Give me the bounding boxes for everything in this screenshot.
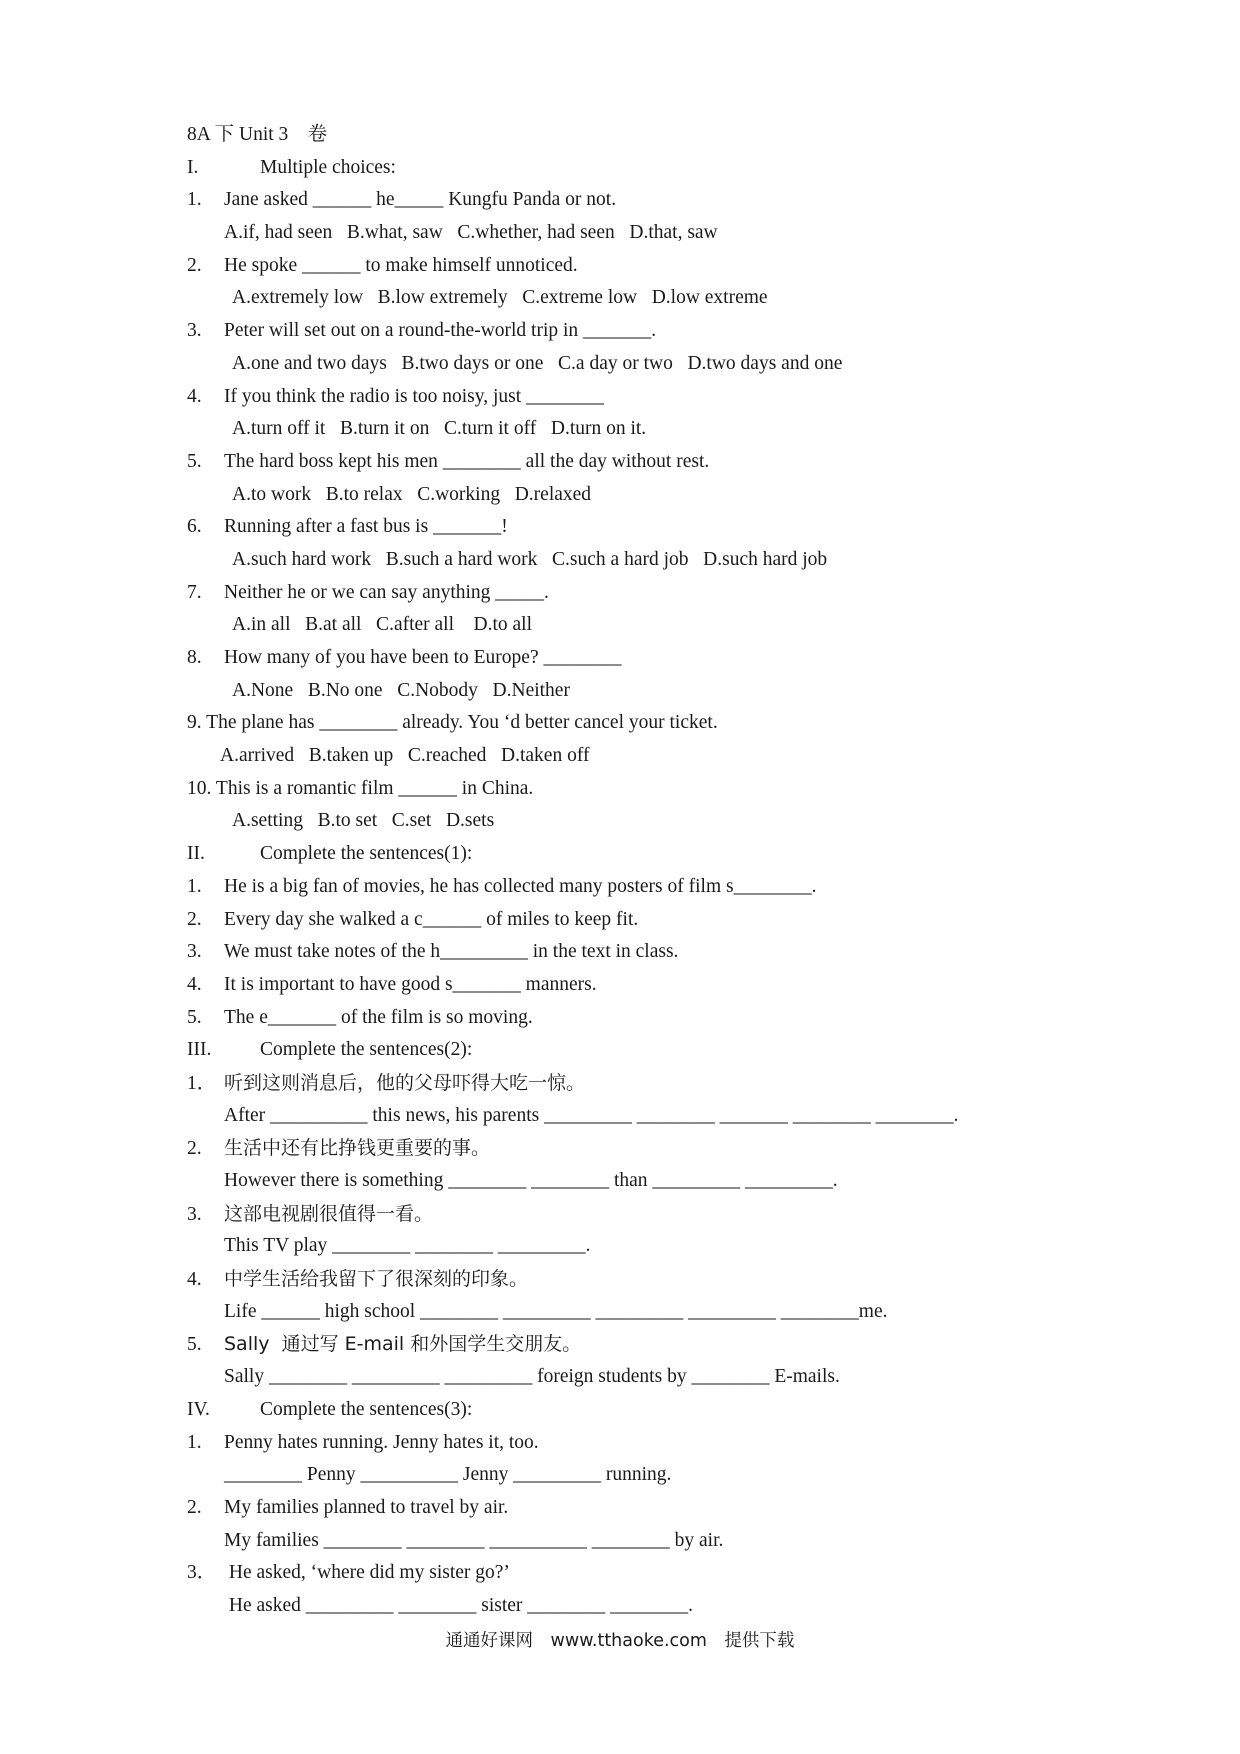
rewrite-blank-line: ________ Penny __________ Jenny _________ running. [224,1464,672,1486]
english-blank-line: Sally ________ _________ _________ foreign students by ________ E-mails. [224,1366,840,1388]
chinese-prompt: 听到这则消息后，他的父母吓得大吃一惊。 [224,1071,586,1094]
question-text: Running after a fast bus is _______! [224,516,508,538]
section-title: Multiple choices: [260,156,396,178]
item-number: 3. [187,1203,202,1225]
rewrite-blank-line: He asked _________ ________ sister ________ ________. [224,1594,694,1616]
question-text: If you think the radio is too noisy, just ________ [224,385,605,407]
section-number: II. [187,843,205,865]
chinese-prompt: 这部电视剧很值得一看。 [224,1202,434,1225]
answer-options: A.turn off it B.turn it on C.turn it off D.turn on it. [232,418,647,440]
item-number: 5. [187,1006,202,1028]
question-text: This is a romantic film ______ in China. [215,777,534,799]
english-blank-line: This TV play ________ ________ _________. [224,1235,591,1257]
rewrite-item [187,1557,1087,1590]
answer-options: A.extremely low B.low extremely C.extreme low D.low extreme [232,287,768,309]
question [187,642,1087,675]
sentence-item [187,936,1087,969]
item-text: The e_______ of the film is so moving. [224,1006,533,1028]
question [187,381,1087,414]
question-number: 5. [187,450,202,472]
english-blank-line: Life ______ high school ________ _________ _________ _________ ________me. [224,1300,888,1322]
item-number: 4. [187,1269,202,1291]
rewrite-item [187,1492,1087,1525]
question-text: Neither he or we can say anything _____. [224,581,549,603]
translation-item [187,1263,1087,1296]
question-text: He spoke ______ to make himself unnoticed. [224,254,578,276]
english-blank-line: After __________ this news, his parents _________ ________ _______ ________ ________. [224,1104,959,1126]
question-number: 6. [187,516,202,538]
question-text: The plane has ________ already. You ‘d better cancel your ticket. [206,712,718,734]
answer-options: A.setting B.to set C.set D.sets [232,810,495,832]
source-sentence: He asked, ‘where did my sister go?’ [224,1562,510,1584]
section-title: Complete the sentences(2): [260,1039,473,1061]
question [187,773,1087,806]
item-number: 4. [187,973,202,995]
item-text: It is important to have good s_______ manners. [224,973,597,995]
section-heading [187,1394,1087,1427]
question-text: The hard boss kept his men ________ all the day without rest. [224,450,710,472]
section-title: Complete the sentences(3): [260,1398,473,1420]
answer-options: A.one and two days B.two days or one C.a day or two D.two days and one [232,352,843,374]
section-heading [187,1034,1087,1067]
answer-options: A.if, had seen B.what, saw C.whether, had seen D.that, saw [224,222,718,244]
question [187,250,1087,283]
section-heading [187,152,1087,185]
worksheet [187,119,1087,1623]
chinese-prompt: 生活中还有比挣钱更重要的事。 [224,1137,491,1160]
item-number: 3． [187,1562,217,1584]
question [187,446,1087,479]
sentence-item [187,871,1087,904]
section-title: Complete the sentences(1): [260,843,473,865]
answer-options: A.None B.No one C.Nobody D.Neither [232,679,570,701]
answer-options: A.such hard work B.such a hard work C.such a hard job D.such hard job [232,548,828,570]
source-sentence: Penny hates running. Jenny hates it, too. [224,1431,539,1453]
item-number: 1． [187,1072,217,1094]
question [187,707,1087,740]
item-number: 1. [187,875,202,897]
translation-item [187,1132,1087,1165]
question-text: Jane asked ______ he_____ Kungfu Panda or not. [224,189,617,211]
question-text: How many of you have been to Europe? ________ [224,647,622,668]
question-number: 8. [187,647,202,668]
page-title: 8A 下 Unit 3 卷 [187,124,328,145]
sentence-item [187,1002,1087,1035]
rewrite-item [187,1427,1087,1460]
question [187,577,1087,610]
sentence-item [187,969,1087,1002]
chinese-prompt: Sally 通过写 E-mail 和外国学生交朋友。 [224,1333,582,1356]
chinese-prompt: 中学生活给我留下了很深刻的印象。 [224,1268,529,1291]
translation-item [187,1328,1087,1361]
item-text: Every day she walked a c______ of miles to keep fit. [224,908,639,930]
answer-options: A.to work B.to relax C.working D.relaxed [232,483,592,505]
item-number: 5. [187,1334,202,1356]
question-number: 7. [187,581,202,603]
question-number: 4. [187,385,202,407]
item-number: 2. [187,1496,202,1518]
answer-options: A.in all B.at all C.after all D.to all [232,614,533,636]
item-text: We must take notes of the h_________ in the text in class. [224,941,679,963]
page-footer: 通通好课网 www.tthaoke.com 提供下载 [445,1631,795,1651]
item-number: 2. [187,1138,202,1160]
question-number: 3. [187,320,202,342]
question [187,511,1087,544]
question [187,315,1087,348]
question-number: 1. [187,189,202,211]
item-number: 2. [187,908,202,930]
translation-item [187,1067,1087,1100]
section-number: III. [187,1039,212,1061]
question [187,184,1087,217]
question-number: 10. [187,777,212,799]
question-text: Peter will set out on a round-the-world trip in _______. [224,320,657,342]
section-heading [187,838,1087,871]
section-number: IV. [187,1398,210,1420]
item-number: 3. [187,941,202,963]
translation-item [187,1198,1087,1231]
answer-options: A.arrived B.taken up C.reached D.taken off [220,745,590,767]
english-blank-line: However there is something ________ ________ than _________ _________. [224,1170,838,1191]
sentence-item [187,904,1087,937]
section-number: I. [187,156,199,178]
item-number: 1. [187,1431,202,1453]
question-number: 9. [187,712,202,734]
item-text: He is a big fan of movies, he has collected many posters of film s________. [224,875,817,897]
rewrite-blank-line: My families ________ ________ __________ ________ by air. [224,1529,724,1551]
source-sentence: My families planned to travel by air. [224,1496,509,1518]
question-number: 2. [187,254,202,276]
